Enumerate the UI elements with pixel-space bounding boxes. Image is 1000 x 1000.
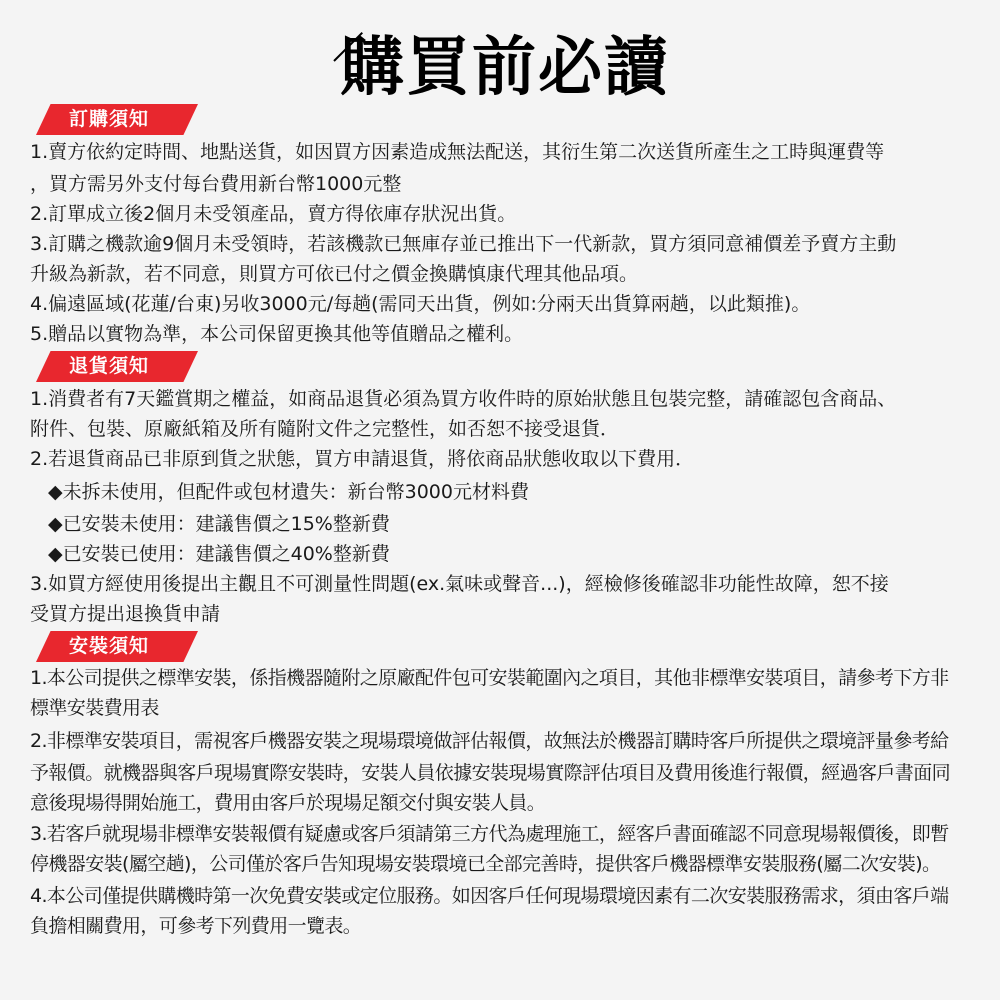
return-fee-item-2: ◆已安裝未使用：建議售價之15%整新費 (48, 513, 390, 535)
return-fee-item-3: ◆已安裝已使用：建議售價之40%整新費 (48, 543, 390, 565)
order-line-2: ，買方需另外支付每台費用新台幣1000元整 (30, 173, 402, 195)
order-line-3: 2.訂單成立後2個月未受領產品，賣方得依庫存狀況出貨。 (30, 203, 517, 225)
order-line-7: 5.贈品以實物為準，本公司保留更換其他等值贈品之權利。 (30, 323, 524, 345)
section-label-text: 退貨須知 (68, 355, 149, 377)
install-line-5: 意後現場得開始施工，費用由客戶於現場足額交付與安裝人員。 (30, 792, 546, 814)
install-line-8: 4.本公司僅提供購機時第一次免費安裝或定位服務。如因客戶任何現場環境因素有二次安裝服務需求，須由客戶端 (30, 885, 949, 907)
section-label-text: 安裝須知 (68, 635, 149, 657)
install-line-1: 1.本公司提供之標準安裝，係指機器隨附之原廠配件包可安裝範圍內之項目，其他非標準安裝項目，請參考下方非 (30, 667, 949, 689)
install-line-6: 3.若客戶就現場非標準安裝報價有疑慮或客戶須請第三方代為處理施工，經客戶書面確認不同意現場報價後，即暫 (30, 823, 949, 845)
order-line-6: 4.偏遠區域(花蓮/台東)另收3000元/每趟(需同天出貨，例如:分兩天出貨算兩趟，以此類推)。 (30, 293, 811, 315)
page-header (0, 28, 1000, 108)
install-line-2: 標準安裝費用表 (30, 697, 159, 719)
return-line-4: 3.如買方經使用後提出主觀且不可測量性問題(ex.氣味或聲音...)，經檢修後確認非功能性故障，恕不接 (30, 573, 889, 595)
install-line-9: 負擔相關費用，可參考下列費用一覽表。 (30, 915, 362, 937)
return-fee-item-1: ◆未拆未使用，但配件或包材遺失：新台幣3000元材料費 (48, 481, 529, 503)
order-line-1: 1.賣方依約定時間、地點送貨，如因買方因素造成無法配送，其衍生第二次送貨所產生之工時與運費等 (30, 141, 885, 163)
section-label-return (36, 351, 198, 382)
return-line-3: 2.若退貨商品已非原到貨之狀態，買方申請退貨，將依商品狀態收取以下費用． (30, 448, 695, 470)
section-label-install (36, 631, 198, 662)
return-line-2: 附件、包裝、原廠紙箱及所有隨附文件之完整性，如否恕不接受退貨． (30, 418, 620, 440)
return-line-5: 受買方提出退換貨申請 (30, 603, 221, 625)
order-line-5: 升級為新款，若不同意，則買方可依已付之價金換購慎康代理其他品項。 (30, 263, 639, 285)
page-title-text: 購買前必讀 (340, 31, 670, 105)
page-title (340, 28, 670, 108)
return-line-1: 1.消費者有7天鑑賞期之權益，如商品退貨必須為買方收件時的原始狀態且包裝完整，請確認包含商品、 (30, 388, 897, 410)
install-line-7: 停機器安裝(屬空趟)，公司僅於客戶告知現場安裝環境已全部完善時，提供客戶機器標準安裝服務(屬二次安裝)。 (30, 853, 941, 875)
install-line-4: 予報價。就機器與客戶現場實際安裝時，安裝人員依據安裝現場實際評估項目及費用後進行報價，經過客戶書面同 (30, 762, 951, 784)
section-label-order (36, 104, 198, 135)
section-label-text: 訂購須知 (68, 108, 149, 130)
order-line-4: 3.訂購之機款逾9個月未受領時，若該機款已無庫存並已推出下一代新款，買方須同意補價差予賣方主動 (30, 233, 897, 255)
install-line-3: 2.非標準安裝項目，需視客戶機器安裝之現場環境做評估報價，故無法於機器訂購時客戶所提供之環境評量參考給 (30, 730, 949, 752)
